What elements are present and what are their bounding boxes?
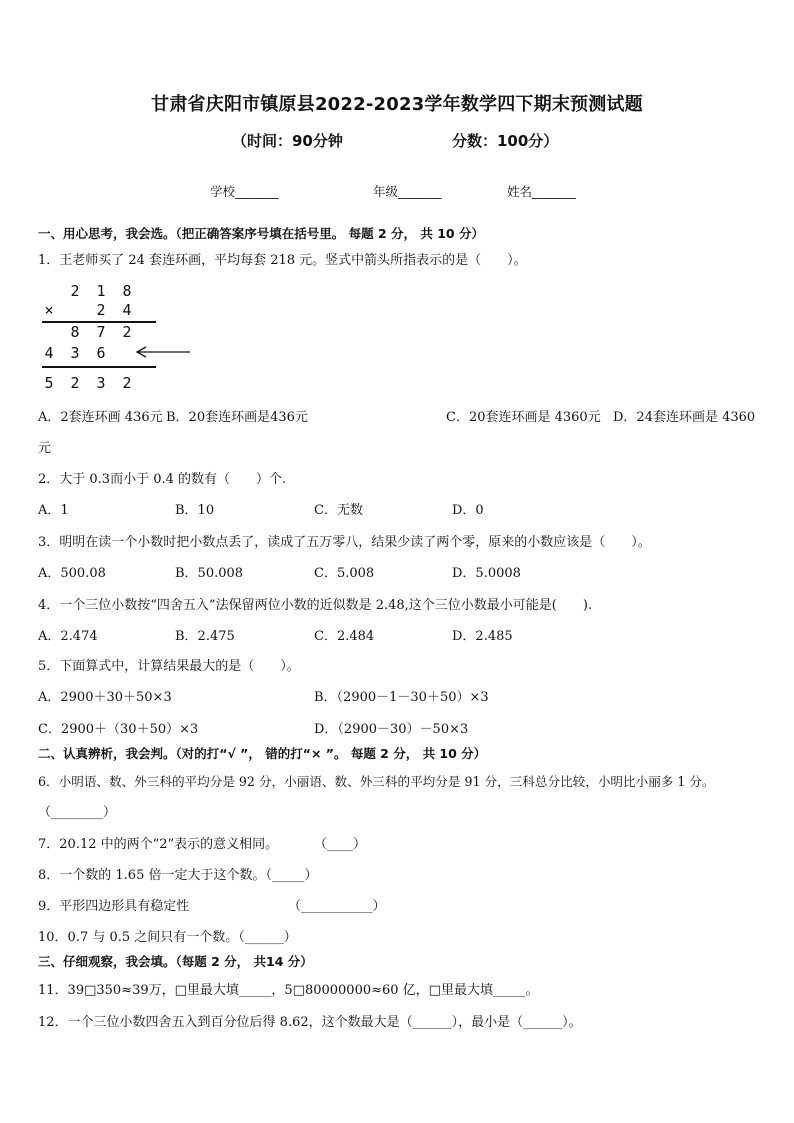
question-9: 9．平形四边形具有稳定性 [38, 899, 190, 914]
q2-option-a: A．1 [38, 503, 69, 518]
question-12: 12．一个三位小数四舍五入到百分位后得 8.62，这个数最大是（______），最小是（______）。 [38, 1015, 582, 1030]
question-7: 7．20.12 中的两个“2”表示的意义相同。 [38, 837, 279, 852]
calc-row-1: 2 1 8 [70, 282, 132, 300]
q1-option-b: B．20套连环画是436元 [166, 410, 308, 425]
calc-row-2: × 2 4 [44, 301, 132, 319]
page-title: 甘肃省庆阳市镇原县2022-2023学年数学四下期末预测试题 [151, 94, 643, 115]
question-2: 2．大于 0.3而小于 0.4 的数有（ ）个. [38, 472, 287, 487]
question-10: 10．0.7 与 0.5 之间只有一个数。（______） [38, 930, 297, 945]
calc-line-2 [42, 366, 156, 368]
q1-option-d: D．24套连环画是 4360 [613, 410, 756, 425]
q6-answer-blank[interactable]: （________） [38, 805, 117, 820]
q3-option-c: C．5.008 [314, 566, 375, 581]
q9-answer-blank[interactable]: （___________） [288, 899, 386, 914]
section-2-heading: 二、认真辨析，我会判。（对的打“√ ”， 错的打“× ”。 每题 2 分， 共 10 分） [38, 746, 487, 761]
q3-option-a: A．500.08 [38, 566, 106, 581]
name-field[interactable]: 姓名_______ [507, 184, 576, 199]
q1-option-a: A．2套连环画 436元 [38, 410, 163, 425]
question-4: 4．一个三位小数按“四舍五入”法保留两位小数的近似数是 2.48,这个三位小数最小可能是( ). [38, 598, 593, 613]
q4-option-b: B．2.475 [175, 629, 235, 644]
question-3: 3．明明在读一个小数时把小数点丢了，读成了五万零八，结果少读了两个零，原来的小数应该是（ ）。 [38, 535, 651, 550]
q2-option-d: D．0 [452, 503, 484, 518]
q5-option-b: B．（2900－1－30＋50）×3 [314, 690, 489, 705]
section-3-heading: 三、仔细观察，我会填。（每题 2 分， 共14 分） [38, 954, 313, 969]
exam-score: 分数：100分） [452, 132, 559, 150]
q2-option-b: B．10 [175, 503, 215, 518]
calc-row-4: 4 3 6 [44, 344, 106, 362]
q4-option-a: A．2.474 [38, 629, 98, 644]
exam-time: （时间：90分钟 [232, 132, 343, 150]
question-8: 8．一个数的 1.65 倍一定大于这个数。（_____） [38, 868, 318, 883]
grade-field[interactable]: 年级_______ [373, 184, 442, 199]
arrow-left-icon [134, 346, 192, 358]
q4-option-d: D．2.485 [452, 629, 513, 644]
q5-option-a: A．2900＋30＋50×3 [38, 690, 172, 705]
calc-row-3: 8 7 2 [70, 323, 132, 341]
q1-option-d-tail: 元 [38, 441, 52, 456]
q5-option-c: C．2900＋（30＋50）×3 [38, 722, 199, 737]
calc-row-5: 5 2 3 2 [44, 374, 132, 392]
q2-option-c: C．无数 [314, 503, 363, 518]
q1-option-c: C．20套连环画是 4360元 [446, 410, 601, 425]
q4-option-c: C．2.484 [314, 629, 375, 644]
question-6: 6．小明语、数、外三科的平均分是 92 分，小丽语、数、外三科的平均分是 91 分，三科总分比较，小明比小丽多 1 分。 [38, 774, 715, 789]
school-field[interactable]: 学校_______ [210, 184, 279, 199]
question-11: 11．39□350≈39万，□里最大填_____，5□80000000≈60 亿，□里最大填_____。 [38, 983, 539, 998]
question-1: 1．王老师买了 24 套连环画，平均每套 218 元。竖式中箭头所指表示的是（ ）。 [38, 253, 527, 268]
question-5: 5．下面算式中，计算结果最大的是（ ）。 [38, 659, 300, 674]
section-1-heading: 一、用心思考，我会选。（把正确答案序号填在括号里。 每题 2 分， 共 10 分） [38, 226, 484, 241]
q3-option-d: D．5.0008 [452, 566, 521, 581]
q5-option-d: D．（2900－30）－50×3 [314, 722, 469, 737]
q3-option-b: B．50.008 [175, 566, 244, 581]
q7-answer-blank[interactable]: （____） [314, 837, 367, 852]
